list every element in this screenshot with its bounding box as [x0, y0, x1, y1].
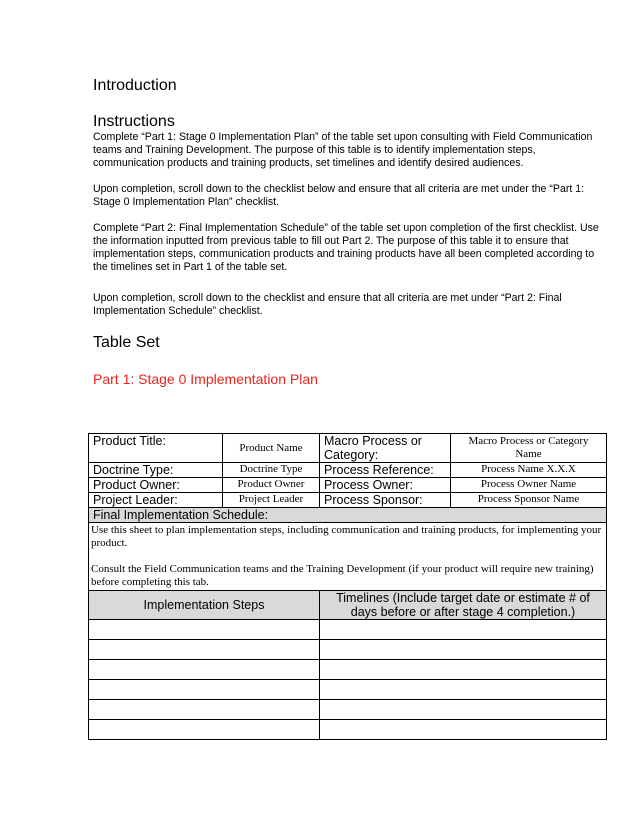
instructions-paragraph-4: Upon completion, scroll down to the checklist and ensure that all criteria are met under “Part 2: Final Implementation Schedule” checklist. — [93, 292, 562, 317]
step-cell[interactable] — [89, 700, 320, 720]
instructions-heading: Instructions — [93, 113, 175, 130]
product-owner-label: Product Owner: — [89, 478, 223, 493]
step-cell[interactable] — [89, 660, 320, 680]
table-row — [89, 434, 607, 463]
product-owner-value[interactable]: Product Owner — [223, 478, 320, 493]
schedule-notes — [89, 523, 607, 591]
timeline-cell[interactable] — [320, 720, 607, 740]
table-row — [89, 591, 607, 620]
table-row — [89, 508, 607, 523]
step-cell[interactable] — [89, 680, 320, 700]
timeline-cell[interactable] — [320, 660, 607, 680]
macro-process-label: Macro Process or Category: — [320, 434, 451, 463]
project-leader-value[interactable]: Project Leader — [223, 493, 320, 508]
process-owner-label: Process Owner: — [320, 478, 451, 493]
process-owner-value[interactable]: Process Owner Name — [451, 478, 607, 493]
document-body — [93, 76, 606, 388]
step-cell[interactable] — [89, 720, 320, 740]
table-row — [89, 478, 607, 493]
table-row — [89, 700, 607, 720]
schedule-note-1: Use this sheet to plan implementation steps, including communication and training products, for implementing your product. — [91, 524, 602, 549]
table-row — [89, 640, 607, 660]
instructions-paragraph-1: Complete “Part 1: Stage 0 Implementation Plan” of the table set upon consulting with Field Communication teams and Training Development. The purpose of this table is to identify implementation steps, communication products and training products, set timelines and identify desired audiences. — [93, 131, 593, 169]
introduction-heading: Introduction — [93, 77, 177, 94]
project-leader-label: Project Leader: — [89, 493, 223, 508]
table-row — [89, 620, 607, 640]
step-cell[interactable] — [89, 620, 320, 640]
table-row — [89, 493, 607, 508]
process-sponsor-value[interactable]: Process Sponsor Name — [451, 493, 607, 508]
timelines-header: Timelines (Include target date or estimate # of days before or after stage 4 completion.) — [320, 591, 607, 620]
table-row — [89, 523, 607, 591]
implementation-plan-table — [88, 433, 607, 740]
table-row — [89, 463, 607, 478]
instructions-paragraph-3: Complete “Part 2: Final Implementation Schedule” of the table set upon completion of the first checklist. Use the information inputted from previous table to fill out Part 2. The purpose of this table it to ensure that implementation steps, communication products and training products have all been completed according to the timelines set in Part 1 of the table set. — [93, 222, 599, 273]
table-set-heading: Table Set — [93, 334, 160, 351]
implementation-steps-header: Implementation Steps — [89, 591, 320, 620]
timeline-cell[interactable] — [320, 700, 607, 720]
process-reference-value[interactable]: Process Name X.X.X — [451, 463, 607, 478]
step-cell[interactable] — [89, 640, 320, 660]
product-title-label: Product Title: — [89, 434, 223, 463]
timeline-cell[interactable] — [320, 640, 607, 660]
doctrine-type-label: Doctrine Type: — [89, 463, 223, 478]
part1-heading: Part 1: Stage 0 Implementation Plan — [93, 371, 318, 387]
table-row — [89, 660, 607, 680]
doctrine-type-value[interactable]: Doctrine Type — [223, 463, 320, 478]
macro-process-value[interactable]: Macro Process or Category Name — [451, 434, 607, 463]
product-name-value[interactable]: Product Name — [223, 434, 320, 463]
table-row — [89, 720, 607, 740]
process-reference-label: Process Reference: — [320, 463, 451, 478]
instructions-paragraph-2: Upon completion, scroll down to the checklist below and ensure that all criteria are met under the “Part 1: Stage 0 Implementation Plan” checklist. — [93, 183, 585, 208]
final-schedule-label: Final Implementation Schedule: — [89, 508, 607, 523]
timeline-cell[interactable] — [320, 620, 607, 640]
process-sponsor-label: Process Sponsor: — [320, 493, 451, 508]
schedule-note-2: Consult the Field Communication teams and the Training Development (if your product will require new training) before completing this tab. — [91, 563, 594, 588]
timeline-cell[interactable] — [320, 680, 607, 700]
table-row — [89, 680, 607, 700]
